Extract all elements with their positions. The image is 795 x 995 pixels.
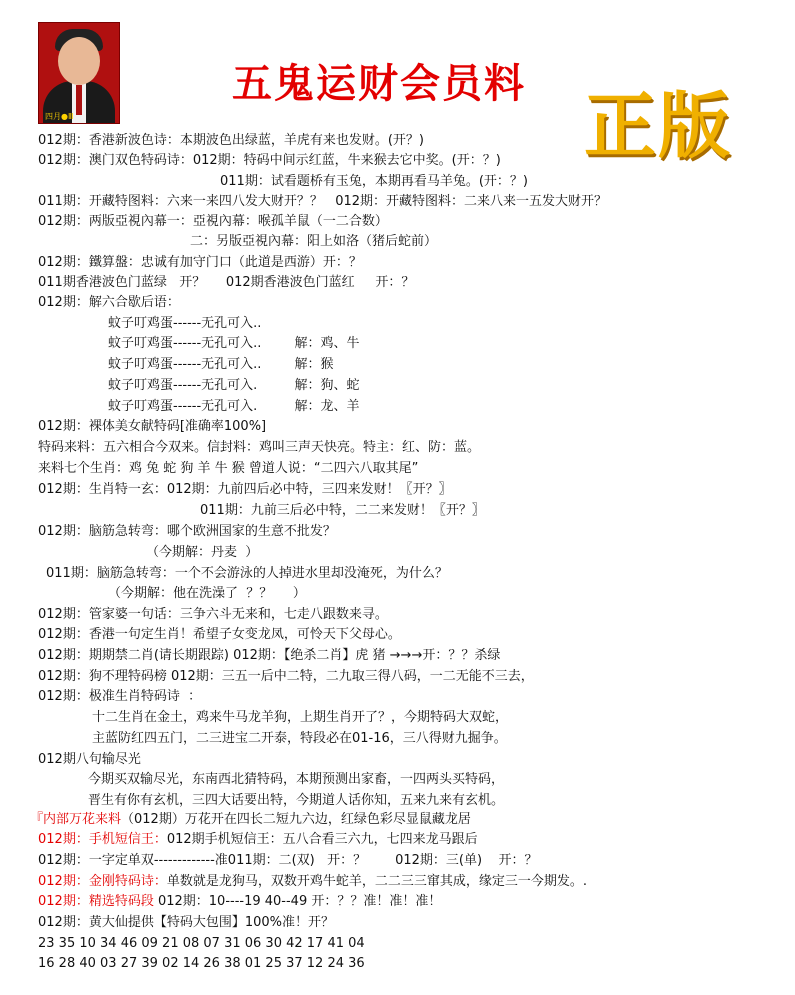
text-line: [38, 153, 501, 169]
portrait-caption: 四月●Ⅲ: [45, 112, 74, 121]
line-text: 012期：裸体美女献特码[准确率100%]: [38, 419, 267, 434]
line-text: 011期：试看题桥有玉兔，本期再看马羊兔。(开：？): [220, 174, 528, 189]
line-text: 012期：10----19 40--49 开：？？准！准！准！: [153, 894, 442, 909]
text-line: [38, 915, 334, 931]
line-text: （今期解：他在洗澡了 ？？ ）: [108, 586, 306, 601]
line-text: 012期：香港新波色诗：本期波色出绿蓝，羊虎有来也发财。(开？): [38, 133, 424, 148]
line-text: 蚊子叮鸡蛋------无孔可入..: [108, 316, 262, 331]
text-line: [38, 524, 336, 540]
line-text: （今期解：丹麦 ）: [146, 545, 259, 560]
text-line: [38, 894, 441, 910]
text-line: [38, 482, 452, 498]
highlight-label: 『内部万花来料: [30, 812, 122, 827]
text-line: [92, 710, 508, 726]
text-line: [38, 956, 365, 972]
text-line: [146, 545, 258, 561]
text-line: [200, 503, 485, 519]
text-line: [38, 214, 388, 230]
text-line: [38, 295, 180, 311]
line-text: 蚊子叮鸡蛋------无孔可入.. 解：鸡、牛: [108, 336, 360, 351]
line-text: 012期：解六合歇后语：: [38, 295, 180, 310]
highlight-label: 012期：手机短信王：: [38, 832, 167, 847]
text-line: [108, 336, 359, 352]
text-line: [38, 440, 480, 456]
line-text: 012期：鐵算盤：忠诚有加守门口（此道是西游）开：？: [38, 255, 362, 270]
text-line: [88, 793, 504, 809]
line-text: 23 35 10 34 46 09 21 08 07 31 06 30 42 17 41 04: [38, 936, 365, 951]
line-text: 012期八句输尽光: [38, 752, 141, 767]
line-text: 011期香港波色门蓝绿 开？ 012期香港波色门蓝红 开：？: [38, 275, 415, 290]
line-text: 012期：极准生肖特码诗 ：: [38, 689, 202, 704]
text-line: [38, 853, 538, 869]
line-text: 012期：期期禁二肖(请长期跟踪) 012期：【绝杀二肖】虎 猪 →→→开：？？杀绿: [38, 648, 501, 663]
text-line: [38, 607, 388, 623]
line-text: 012期：香港一句定生肖！希望子女变龙凤，可怜天下父母心。: [38, 627, 401, 642]
line-text: 蚊子叮鸡蛋------无孔可入. 解：狗、蛇: [108, 378, 360, 393]
text-line: [108, 378, 359, 394]
text-line: [108, 399, 359, 415]
line-text: 特码来料：五六相合今双来。信封料：鸡叫三声天快亮。特主：红、防：蓝。: [38, 440, 481, 455]
line-text: 二：另版亞視內幕：阳上如洛（猪后蛇前）: [190, 234, 438, 249]
line-text: 012期：两版亞視內幕一：亞視內幕：喉孤羊鼠（一二合数）: [38, 214, 388, 229]
line-text: 012期：澳门双色特码诗：012期：特码中间示红蓝，牛来猴去它中奖。(开：？): [38, 153, 501, 168]
line-text: 011期：开藏特图料：六来一来四八发大财开？？ 012期：开藏特图料：二来八来一五发大财开？: [38, 194, 608, 209]
text-line: [108, 586, 306, 602]
text-line: [108, 316, 261, 332]
text-line: [88, 772, 504, 788]
text-line: [92, 731, 507, 747]
highlight-label: 012期：精选特码段: [38, 894, 154, 909]
line-text: 012期：一字定单双-------------准011期：二(双) 开：？ 012期：三(单) 开：？: [38, 853, 538, 868]
text-line: [38, 669, 534, 685]
text-line: [38, 648, 500, 664]
text-line: [38, 133, 424, 149]
genuine-stamp: 正版: [584, 83, 733, 168]
line-text: 晋生有你有玄机，三四大话要出特，今期道人话你知，五来九来有玄机。: [88, 793, 505, 808]
portrait-photo: [38, 22, 120, 124]
text-line: [38, 936, 365, 952]
text-line: [38, 752, 141, 768]
line-text: 012期：脑筋急转弯：哪个欧洲国家的生意不批发？: [38, 524, 336, 539]
text-line: [38, 689, 201, 705]
highlight-label: 012期：金刚特码诗：: [38, 874, 167, 889]
line-text: 十二生肖在金土，鸡来牛马龙羊狗，上期生肖开了？，今期特码大双蛇，: [92, 710, 509, 725]
text-line: [38, 627, 401, 643]
text-line: [38, 832, 478, 848]
text-line: [38, 255, 362, 271]
line-text: 012期：生肖特一玄：012期：九前四后必中特，三四来发财！〖开？〗: [38, 482, 452, 497]
page-title: 五鬼运财会员料: [232, 60, 526, 107]
text-line: [46, 566, 448, 582]
text-line: [108, 357, 333, 373]
line-text: 单数就是龙狗马，双数开鸡牛蛇羊，二二三三窜其成，缘定三一今期发。.: [166, 874, 587, 889]
portrait-tie: [76, 85, 82, 115]
line-text: 012期手机短信王：五八合看三六九，七四来龙马跟后: [166, 832, 478, 847]
text-line: [38, 419, 266, 435]
line-text: 16 28 40 03 27 39 02 14 26 38 01 25 37 12 24 36: [38, 956, 365, 971]
line-text: 011期：九前三后必中特，二二来发财！〖开？〗: [200, 503, 485, 518]
line-text: 012期：黄大仙提供【特码大包围】100%准！开？: [38, 915, 334, 930]
text-line: [38, 874, 587, 890]
text-line: [190, 234, 437, 250]
text-line: [38, 275, 414, 291]
text-line: [30, 812, 471, 828]
line-text: 012期：狗不理特码榜 012期：三五一后中二特，二九取三得八码，一二无能不三去，: [38, 669, 534, 684]
line-text: 012期：管家婆一句话：三争六斗无来和，七走八跟数来寻。: [38, 607, 388, 622]
line-text: 主蓝防红四五门，二三进宝二开泰，特段必在01-16，三八得财九掘争。: [92, 731, 507, 746]
portrait-face: [58, 37, 100, 85]
text-line: [38, 461, 418, 477]
line-text: 蚊子叮鸡蛋------无孔可入. 解：龙、羊: [108, 399, 360, 414]
text-line: [220, 174, 528, 190]
line-text: 011期：脑筋急转弯：一个不会游泳的人掉进水里却没淹死，为什么？: [46, 566, 448, 581]
line-text: （012期）万花开在四长二短九六边，红绿色彩尽显鼠藏龙居: [121, 812, 471, 827]
line-text: 今期买双输尽光，东南西北猜特码，本期预测出家畜，一四两头买特码，: [88, 772, 505, 787]
line-text: 来料七个生肖：鸡 兔 蛇 狗 羊 牛 猴 曾道人说：“二四六八取其尾”: [38, 461, 419, 476]
text-line: [38, 194, 607, 210]
line-text: 蚊子叮鸡蛋------无孔可入.. 解：猴: [108, 357, 334, 372]
